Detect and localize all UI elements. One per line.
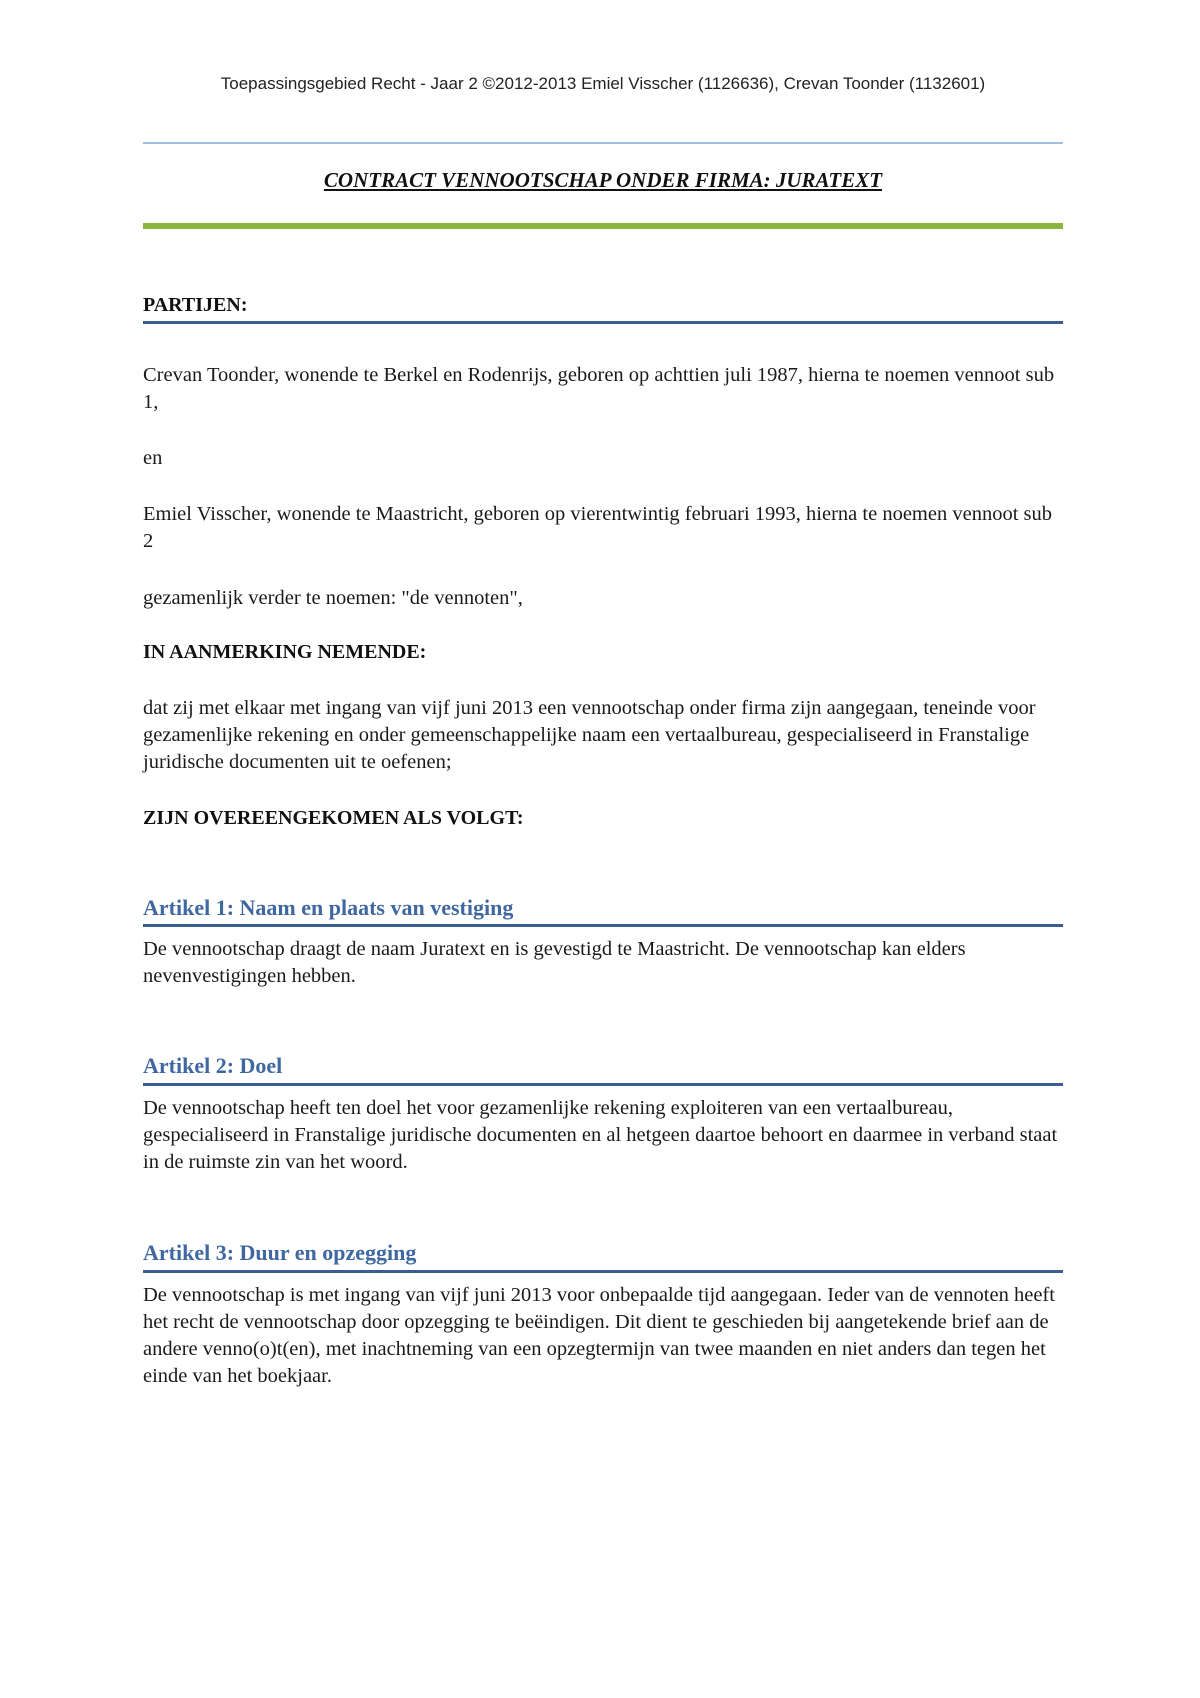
parties-heading: PARTIJEN: bbox=[143, 294, 248, 316]
parties-collective: gezamenlijk verder te noemen: "de vennoten", bbox=[143, 587, 523, 609]
considerations-heading: IN AANMERKING NEMENDE: bbox=[143, 641, 427, 663]
title-divider bbox=[143, 223, 1063, 229]
party-connector: en bbox=[143, 447, 163, 469]
article-1-text: De vennootschap draagt de naam Juratext en is gevestigd te Maastricht. De vennootschap kan elders nevenvestigingen hebben. bbox=[143, 938, 966, 987]
article-2-heading: Artikel 2: Doel bbox=[143, 1053, 283, 1078]
party-2-text: Emiel Visscher, wonende te Maastricht, geboren op vierentwintig februari 1993, hierna te noemen vennoot sub 2 bbox=[143, 503, 1052, 552]
article-3-heading: Artikel 3: Duur en opzegging bbox=[143, 1240, 417, 1265]
article-1-heading: Artikel 1: Naam en plaats van vestiging bbox=[143, 895, 514, 920]
article-3-text: De vennootschap is met ingang van vijf juni 2013 voor onbepaalde tijd aangegaan. Ieder van de vennoten heeft het recht de vennootschap door opzegging te beëindigen. Dit dient te geschieden bij aangetekende brief aan de andere venno(o)t(en), met inachtneming van een opzegtermijn van twee maanden en niet anders dan tegen het einde van het boekjaar. bbox=[143, 1284, 1055, 1387]
article-3-divider bbox=[143, 1270, 1063, 1273]
agreement-heading: ZIJN OVEREENGEKOMEN ALS VOLGT: bbox=[143, 807, 524, 829]
header-divider bbox=[143, 142, 1063, 144]
document-title: CONTRACT VENNOOTSCHAP ONDER FIRMA: JURATEXT bbox=[323, 168, 883, 192]
party-1-text: Crevan Toonder, wonende te Berkel en Rodenrijs, geboren op achttien juli 1987, hierna te noemen vennoot sub 1, bbox=[143, 364, 1055, 413]
parties-divider bbox=[143, 321, 1063, 324]
article-2-divider bbox=[143, 1083, 1063, 1086]
article-1-divider bbox=[143, 924, 1063, 927]
considerations-text: dat zij met elkaar met ingang van vijf juni 2013 een vennootschap onder firma zijn aangegaan, teneinde voor gezamenlijke rekening en onder gemeenschappelijke naam een vertaalbureau, gespecialiseerd in Franstalige juridische documenten uit te oefenen; bbox=[143, 697, 1036, 773]
running-header: Toepassingsgebied Recht - Jaar 2 ©2012-2013 Emiel Visscher (1126636), Crevan Toonder (1132601) bbox=[220, 74, 986, 93]
article-2-text: De vennootschap heeft ten doel het voor gezamenlijke rekening exploiteren van een vertaalbureau, gespecialiseerd in Franstalige juridische documenten en al hetgeen daartoe behoort en daarmee in verband staat in de ruimste zin van het woord. bbox=[143, 1097, 1058, 1173]
